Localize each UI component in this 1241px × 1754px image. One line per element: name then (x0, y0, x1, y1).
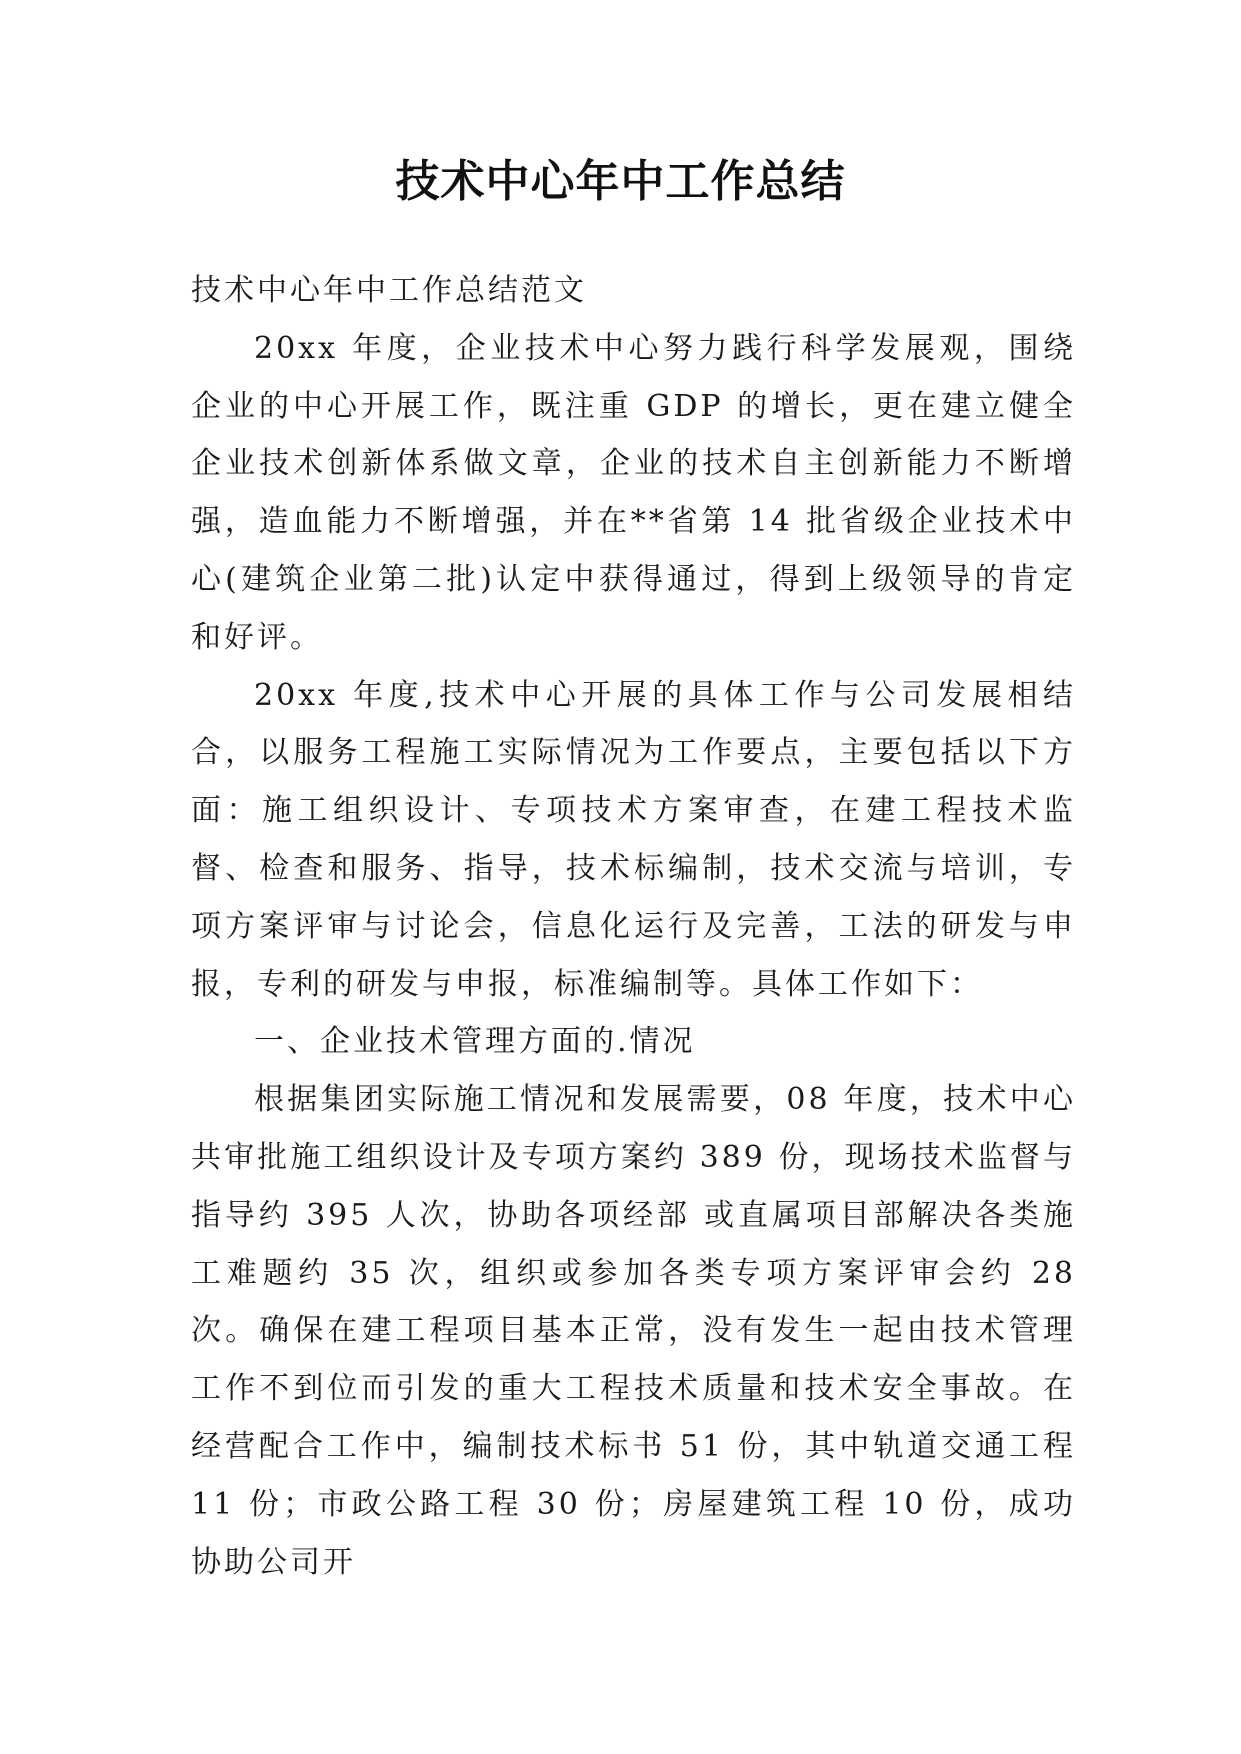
paragraph: 20xx 年度，企业技术中心努力践行科学发展观，围绕企业的中心开展工作，既注重 GDP 的增长，更在建立健全企业技术创新体系做文章，企业的技术自主创新能力不断增强，造血能力不断增强，并在**省第 14 批省级企业技术中心(建筑企业第二批)认定中获得通过，得到上级领导的肯定和好评。 (191, 330, 1076, 655)
paragraph: 根据集团实际施工情况和发展需要，08 年度，技术中心共审批施工组织设计及专项方案约 389 份，现场技术监督与指导约 395 人次，协助各项经部 或直属项目部解决各类施工难题约 35 次，组织或参加各类专项方案评审会约 28 次。确保在建工程项目基本正常，没有发生一起由技术管理工作不到位而引发的重大工程技术质量和技术安全事故。在经营配合工作中，编制技术标书 51 份，其中轨道交通工程 11 份；市政公路工程 30 份；房屋建筑工程 10 份，成功协助公司开 (191, 1082, 1076, 1580)
paragraph: 20xx 年度,技术中心开展的具体工作与公司发展相结合，以服务工程施工实际情况为工作要点，主要包括以下方面：施工组织设计、专项技术方案审查，在建工程技术监督、检查和服务、指导，技术标编制，技术交流与培训，专项方案评审与讨论会，信息化运行及完善，工法的研发与申报，专利的研发与申报，标准编制等。具体工作如下： (191, 677, 1076, 1002)
document-subtitle: 技术中心年中工作总结范文 (191, 273, 587, 308)
document-title: 技术中心年中工作总结 (395, 156, 846, 207)
section-heading: 一、企业技术管理方面的.情况 (254, 1024, 696, 1060)
document-body (191, 262, 1076, 1591)
